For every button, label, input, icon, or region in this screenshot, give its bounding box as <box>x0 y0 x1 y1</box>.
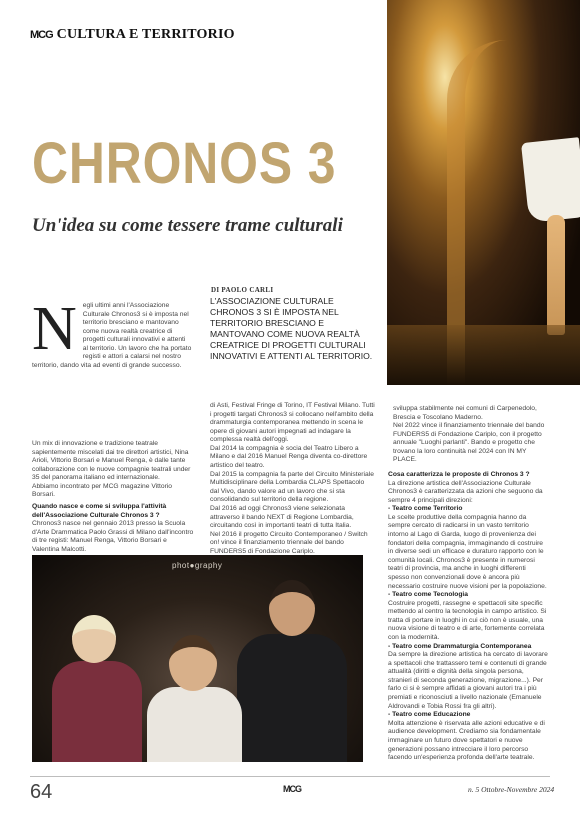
footer-logo: MCG <box>283 784 301 794</box>
actor-standing-figure <box>237 580 347 762</box>
intro-text: egli ultimi anni l'Associazione Culturale Chronos3 si è imposta nel territorio bresciano e mantovano come nuova realtà creatrice di progetti culturali innovativi e attenti al territorio. Un lavoro che ha portato registi e attori a calarsi nel nostro territorio, dando vita ad eventi di grande successo. <box>32 302 192 370</box>
column-3-top <box>393 405 548 465</box>
paragraph: Dal 2014 la compagnia è socia del Teatro Libero a Milano e dal 2016 Manuel Renga diventa co-direttore artistico del teatro. <box>210 444 368 470</box>
direction-heading: - Teatro come Educazione <box>388 711 471 719</box>
figure-head <box>72 615 116 663</box>
paragraph: La direzione artistica dell'Associazione Culturale Chronos3 è caratterizzata da azioni che seguono da sempre 4 principali direzioni: <box>388 479 543 504</box>
interview-question: Quando nasce e come si sviluppa l'attività dell'Associazione Culturale Chronos 3 ? <box>32 503 167 519</box>
page-number: 64 <box>30 781 53 803</box>
dropcap: N <box>32 295 77 363</box>
actress-figure <box>52 615 142 762</box>
footer-divider <box>30 776 550 777</box>
column-2 <box>210 402 375 565</box>
interview-question: Cosa caratterizza le proposte di Chronos 3 ? <box>388 471 530 478</box>
paragraph: Le scelte produttive della compagnia hanno da sempre cercato di radicarsi in un vasto territorio intorno al Lago di Garda, luogo di provenienza dei fondatori della compagnia, immaginando di costruire in diverse sedi un efficace e duraturo rapporto con le comunità locali. Chronos3 è presente in numerosi teatri di provincia, ma anche in luoghi differenti spesso non convenzionali dove è ancora più necessario costruire nuove visioni per la popolazione. <box>388 513 547 590</box>
paragraph: di Asti, Festival Fringe di Torino, IT Festival Milano. Tutti i progetti targati Chronos3 si collocano nell'ambito della drammaturgia contemporanea mettendo in scena le opere di giovani autori impegnati ad indagare la complessa realtà dell'oggi. <box>210 402 375 444</box>
paragraph: Dal 2016 ad oggi Chronos3 viene selezionata attraverso il bando NEXT di Regione Lombardia, circuitando così in importanti teatri di tutta Italia. <box>210 504 354 530</box>
article-subtitle: Un'idea su come tessere trame culturali <box>32 215 343 236</box>
paragraph: Dal 2015 la compagnia fa parte del Circuito Ministeriale Multidisciplinare della Lombardia CLAPS Spettacolo dal Vivo, dando valore ad un lavoro che si sta consolidando sul territorio della regione. <box>210 470 374 504</box>
figure-body <box>52 661 142 762</box>
photo-watermark: phot●graphy <box>172 561 223 570</box>
byline: DI PAOLO CARLI <box>211 286 274 294</box>
paragraph: Da sempre la direzione artistica ha cercato di lavorare a spettacoli che trattassero temi e contenuti di grande attualità (diritti e dignità della singola persona, stranieri di seconda generazione, migrazione...). Per farlo ci si è sempre affidati a giovani autori tra i più premiati e riconosciuti a livello nazionale (Emanuele Aldrovandi e Tobia Rossi fra gli altri). <box>388 651 548 710</box>
performer-figure <box>547 215 565 335</box>
figure-head <box>169 635 217 691</box>
column-1-intro <box>32 295 192 371</box>
paragraph: Nel 2016 il progetto Circuito Contemporaneo / Switch on! vince il finanziamento triennale del bando FUNDERS5 di Fondazione Cariplo. <box>210 530 368 555</box>
paragraph: Chronos3 nasce nel gennaio 2013 presso la Scuola d'Arte Drammatica Paolo Grassi di Milano dall'incontro di tre registi: Manuel Renga, Vittorio Borsari e Valentina Malcotti. <box>32 520 194 553</box>
tunnel-floor <box>387 325 580 385</box>
section-header <box>30 27 235 43</box>
direction-heading: - Teatro come Territorio <box>388 505 463 513</box>
paragraph: Nel 2022 vince il finanziamento triennale del bando FUNDERS5 di Fondazione Cariplo, con il progetto annuale "Luoghi parlanti". Bando e progetto che trovano la loro continuità nel 2024 con IN MY PLACE. <box>393 422 545 464</box>
direction-heading: - Teatro come Tecnologia <box>388 591 469 599</box>
paragraph: Costruire progetti, rassegne e spettacoli site specific mettendo al centro la tecnologia in campo artistico. Si tratta di portare in luoghi in cui ciò non è usuale, una nuova visione di teatro e di arte, fortemente correlata con la modernità. <box>388 599 547 641</box>
section-title: CULTURA E TERRITORIO <box>56 27 235 42</box>
tunnel-photo <box>387 0 580 385</box>
magazine-logo: MCG <box>30 29 53 41</box>
article-title: CHRONOS 3 <box>32 131 337 196</box>
white-cloth <box>521 137 580 223</box>
issue-info: n. 5 Ottobre-Novembre 2024 <box>468 785 555 794</box>
paragraph: sviluppa stabilmente nei comuni di Carpenedolo, Brescia e Toscolano Maderno. <box>393 405 537 421</box>
stage-photo <box>32 555 363 762</box>
column-3-body <box>388 468 548 763</box>
figure-body <box>237 634 347 762</box>
figure-head <box>269 580 315 636</box>
actor-laughing-figure <box>147 635 242 762</box>
paragraph: Un mix di innovazione e tradizione teatrale sapientemente miscelati dai tre direttori artistici, Nina Arioli, Vittorio Borsari e Manuel Renga, è dalle tante collaborazione con le nuove compagnie teatrali under 35 del panorama italiano ed internazionale. <box>32 440 191 482</box>
direction-heading: - Teatro come Drammaturgia Contemporanea <box>388 642 532 650</box>
figure-body <box>147 687 242 762</box>
paragraph: Molta attenzione è riservata alle azioni educative e di audience development. Crediamo sia fondamentale immaginare un futuro dove spettatori e nuove generazioni possano intrecciare il loro percorso facendo un'esperienza profonda dell'arte teatrale. <box>388 719 545 762</box>
pullquote: L'ASSOCIAZIONE CULTURALE CHRONOS 3 SI È IMPOSTA NEL TERRITORIO BRESCIANO E MANTOVANO COME NUOVA REALTÀ CREATRICE DI PROGETTI CULTURALI INNOVATIVI E ATTENTI AL TERRITORIO. <box>210 296 373 361</box>
paragraph: Abbiamo incontrato per MCG magazine Vittorio Borsari. <box>32 482 173 499</box>
